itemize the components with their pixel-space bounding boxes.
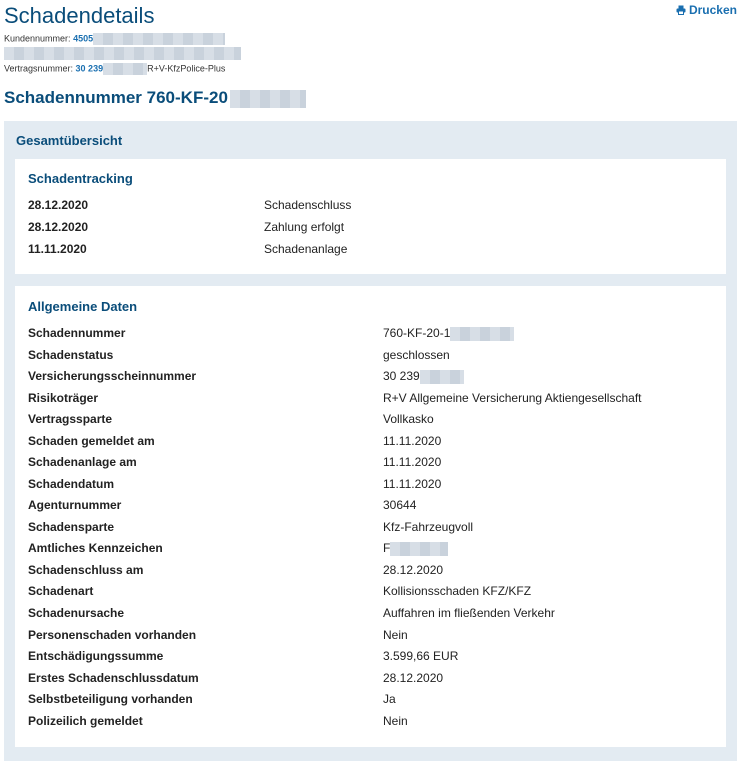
data-value	[383, 324, 514, 342]
data-row	[28, 712, 718, 730]
tracking-event: Schadenanlage	[264, 242, 348, 256]
data-value: 30644	[383, 498, 417, 512]
data-label: Agenturnummer	[28, 498, 122, 512]
data-value: 28.12.2020	[383, 563, 444, 577]
data-label: Schaden gemeldet am	[28, 434, 155, 448]
data-label: Schadendatum	[28, 477, 115, 491]
data-value: geschlossen	[383, 348, 450, 362]
claim-number-title: Schadennummer 760-KF-20	[4, 88, 228, 107]
customer-number-label: Kundennummer:	[4, 33, 71, 44]
tracking-row	[28, 240, 718, 258]
data-label: Vertragssparte	[28, 412, 113, 426]
print-button[interactable]	[676, 3, 737, 17]
data-row	[28, 346, 718, 364]
contract-number-label: Vertragsnummer:	[4, 63, 74, 74]
redacted-block	[93, 33, 225, 45]
tracking-event: Schadenschluss	[264, 198, 352, 212]
data-value: Nein	[383, 714, 408, 728]
print-label: Drucken	[688, 3, 737, 17]
data-row	[28, 561, 718, 579]
data-label: Versicherungsscheinnummer	[28, 369, 197, 383]
data-row	[28, 647, 718, 665]
redacted-block	[4, 47, 241, 60]
data-value: 11.11.2020	[383, 477, 442, 491]
data-row	[28, 496, 718, 514]
claim-number-heading	[4, 88, 306, 108]
data-value: 28.12.2020	[383, 671, 444, 685]
data-value	[383, 367, 464, 385]
data-label: Schadenursache	[28, 606, 125, 620]
tracking-date: 28.12.2020	[28, 198, 89, 212]
overview-title: Gesamtübersicht	[16, 133, 123, 148]
page-title: Schadendetails	[4, 3, 155, 28]
data-value: Nein	[383, 628, 408, 642]
redacted-block	[420, 370, 464, 384]
printer-icon	[676, 5, 686, 15]
data-label: Schadenart	[28, 584, 94, 598]
data-value: Vollkasko	[383, 412, 434, 426]
general-data-card	[15, 286, 726, 747]
general-data-title: Allgemeine Daten	[28, 299, 138, 314]
data-row	[28, 539, 718, 557]
data-value: Kollisionsschaden KFZ/KFZ	[383, 584, 532, 598]
redacted-block	[103, 63, 147, 75]
data-label: Schadenschluss am	[28, 563, 144, 577]
data-row	[28, 604, 718, 622]
data-row	[28, 324, 718, 342]
data-label: Personenschaden vorhanden	[28, 628, 197, 642]
contract-number-value: 30 239	[75, 63, 104, 74]
data-label: Entschädigungssumme	[28, 649, 164, 663]
data-row	[28, 389, 718, 407]
data-label: Schadensparte	[28, 520, 115, 534]
overview-panel	[4, 121, 737, 761]
redacted-block	[450, 327, 514, 341]
data-label: Erstes Schadenschlussdatum	[28, 671, 199, 685]
data-value-text: 30 239	[383, 369, 420, 383]
tracking-row	[28, 218, 718, 236]
tracking-date: 28.12.2020	[28, 220, 89, 234]
data-row	[28, 669, 718, 687]
data-value: 11.11.2020	[383, 434, 442, 448]
data-value: 3.599,66 EUR	[383, 649, 459, 663]
data-row	[28, 453, 718, 471]
data-row	[28, 475, 718, 493]
data-value	[383, 539, 448, 557]
customer-number-value: 4505	[73, 33, 94, 44]
data-label: Amtliches Kennzeichen	[28, 541, 163, 555]
data-value-text: 760-KF-20-1	[383, 326, 451, 340]
data-value: 11.11.2020	[383, 455, 442, 469]
data-row	[28, 626, 718, 644]
redacted-block	[230, 90, 306, 108]
data-value: R+V Allgemeine Versicherung Aktiengesellschaft	[383, 391, 642, 405]
tracking-event: Zahlung erfolgt	[264, 220, 345, 234]
data-value: Kfz-Fahrzeugvoll	[383, 520, 474, 534]
data-value: Auffahren im fließenden Verkehr	[383, 606, 555, 620]
data-label: Polizeilich gemeldet	[28, 714, 143, 728]
data-value-text: F	[383, 541, 391, 555]
data-row	[28, 410, 718, 428]
data-row	[28, 518, 718, 536]
data-row	[28, 432, 718, 450]
data-row	[28, 690, 718, 708]
contract-number	[4, 63, 225, 75]
data-row	[28, 367, 718, 385]
data-label: Risikoträger	[28, 391, 99, 405]
redacted-block	[390, 542, 448, 556]
data-label: Selbstbeteiligung vorhanden	[28, 692, 193, 706]
customer-number	[4, 33, 225, 45]
tracking-card	[15, 159, 726, 274]
contract-product: R+V-KfzPolice-Plus	[147, 63, 226, 74]
tracking-title: Schadentracking	[28, 171, 133, 186]
tracking-date: 11.11.2020	[28, 242, 87, 256]
data-row	[28, 582, 718, 600]
data-label: Schadenstatus	[28, 348, 114, 362]
data-label: Schadenanlage am	[28, 455, 137, 469]
tracking-row	[28, 196, 718, 214]
data-value: Ja	[383, 692, 396, 706]
data-label: Schadennummer	[28, 326, 126, 340]
